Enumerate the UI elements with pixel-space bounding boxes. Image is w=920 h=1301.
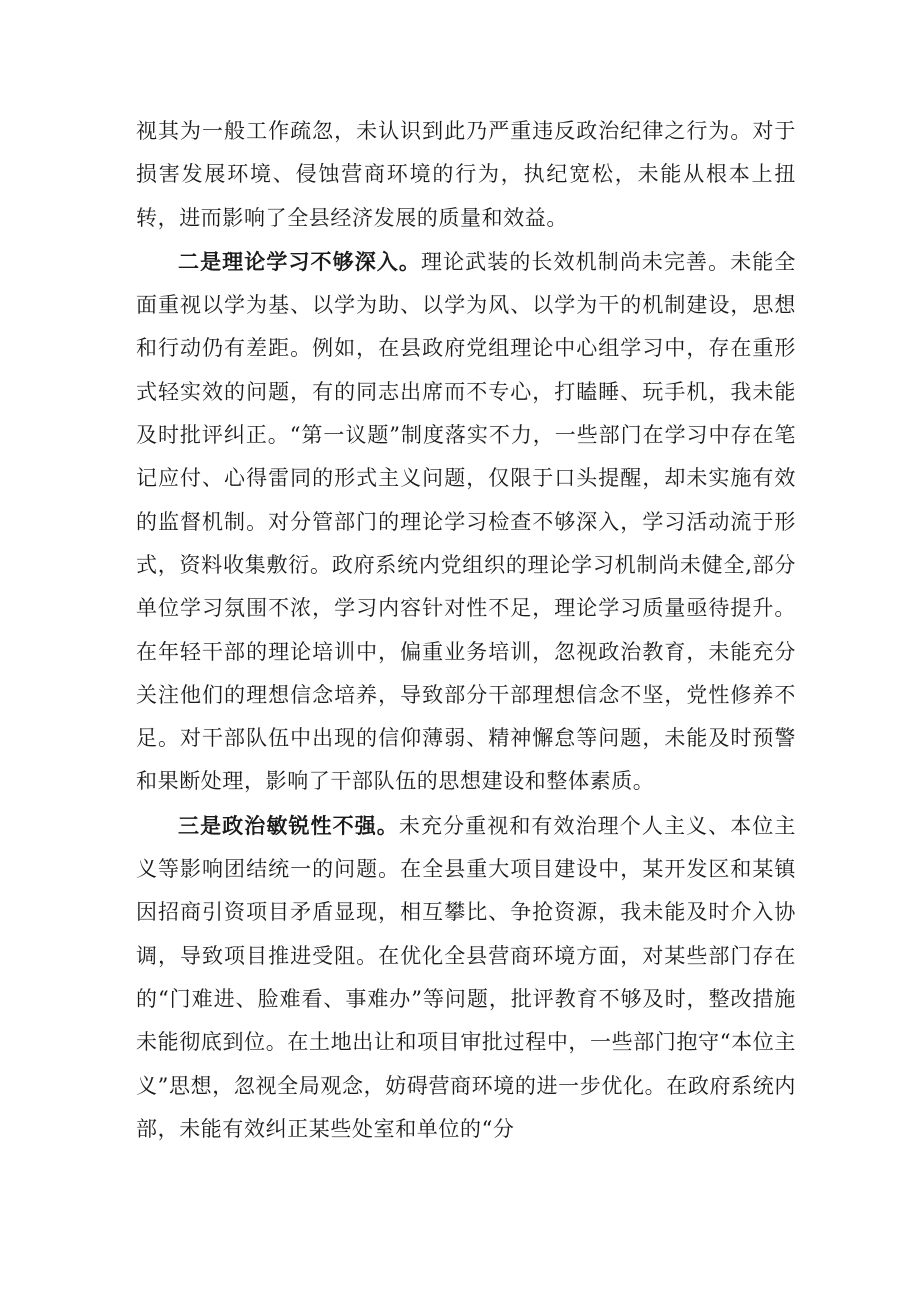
document-body xyxy=(136,110,796,1151)
paragraph-text: 理论武装的长效机制尚未完善。未能全面重视以学为基、以学为助、以学为风、以学为干的机制建设，思想和行动仍有差距。例如，在县政府党组理论中心组学习中，存在重形式轻实效的问题，有的同志出席而不专心，打瞌睡、玩手机，我未能及时批评纠正。“第一议题”制度落实不力，一些部门在学习中存在笔记应付、心得雷同的形式主义问题，仅限于口头提醒，却未实施有效的监督机制。对分管部门的理论学习检查不够深入，学习活动流于形式，资料收集敷衍。政府系统内党组织的理论学习机制尚未健全,部分单位学习氛围不浓，学习内容针对性不足，理论学习质量亟待提升。在年轻干部的理论培训中，偏重业务培训，忽视政治教育，未能充分关注他们的理想信念培养，导致部分干部理想信念不坚，党性修养不足。对干部队伍中出现的信仰薄弱、精神懈怠等问题，未能及时预警和果断处理，影响了干部队伍的思想建设和整体素质。 xyxy=(136,249,796,794)
paragraph-continuation xyxy=(136,110,796,240)
paragraph-text: 视其为一般工作疏忽，未认识到此乃严重违反政治纪律之行为。对于损害发展环境、侵蚀营商环境的行为，执纪宽松，未能从根本上扭转，进而影响了全县经济发展的质量和效益。 xyxy=(136,119,796,230)
paragraph-heading: 二是理论学习不够深入。 xyxy=(178,248,421,274)
paragraph-heading: 三是政治敏锐性不强。 xyxy=(178,812,399,838)
paragraph-text: 未充分重视和有效治理个人主义、本位主义等影响团结统一的问题。在全县重大项目建设中，某开发区和某镇因招商引资项目矛盾显现，相互攀比、争抢资源，我未能及时介入协调，导致项目推进受阻。在优化全县营商环境方面，对某些部门存在的“门难进、脸难看、事难办”等问题，批评教育不够及时，整改措施未能彻底到位。在土地出让和项目审批过程中，一些部门抱守“本位主义”思想，忽视全局观念，妨碍营商环境的进一步优化。在政府系统内部，未能有效纠正某些处室和单位的“分 xyxy=(136,813,796,1141)
paragraph-theory-study xyxy=(136,240,796,804)
paragraph-political-sensitivity xyxy=(136,804,796,1151)
